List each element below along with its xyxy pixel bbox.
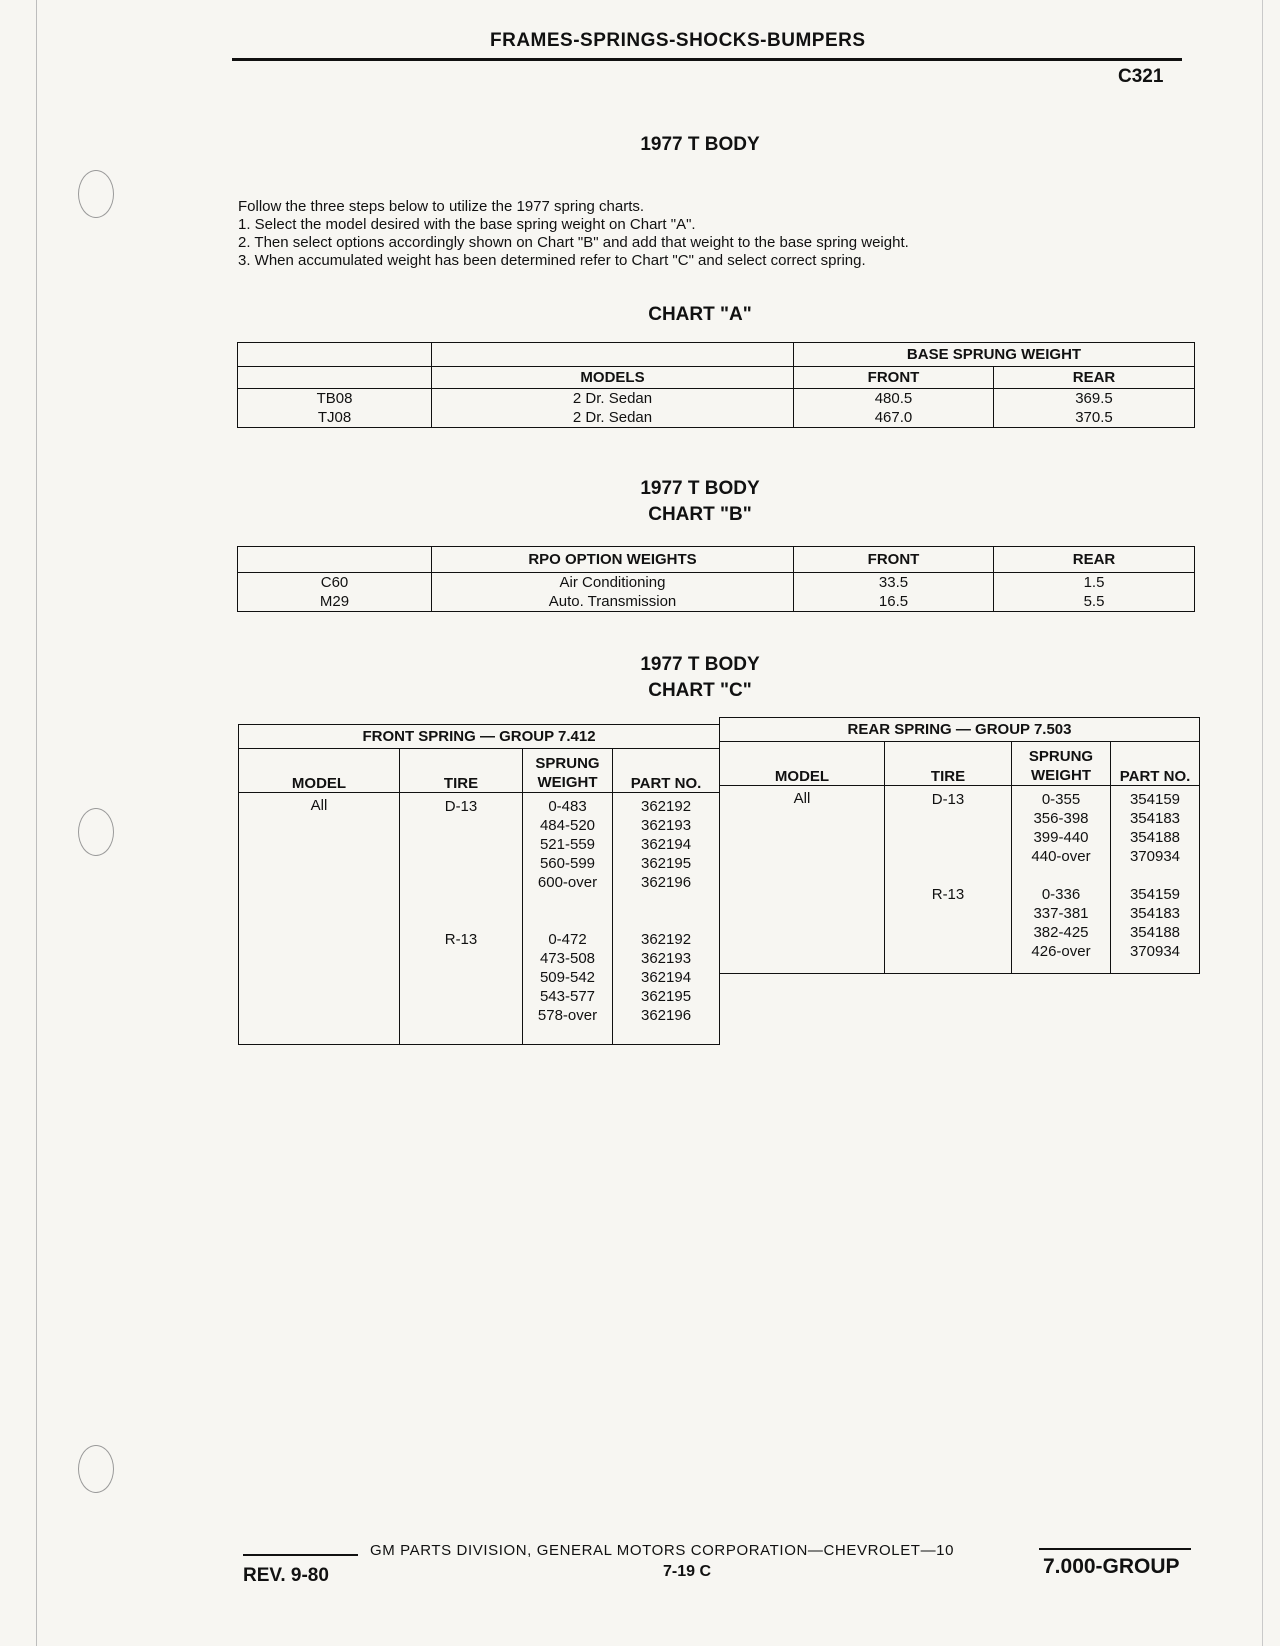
chart-b-options bbox=[432, 573, 794, 612]
table-cell: 362194 bbox=[640, 836, 692, 853]
chart-b-codes bbox=[238, 573, 432, 612]
chart-a-table bbox=[237, 342, 1195, 428]
table-cell: M29 bbox=[319, 593, 350, 610]
chart-b-col-rear: REAR bbox=[994, 547, 1195, 573]
chart-b-front bbox=[794, 573, 994, 612]
table-cell: 354183 bbox=[1129, 905, 1181, 922]
table-cell: 0-336 bbox=[1041, 886, 1081, 903]
table-cell: 362195 bbox=[640, 855, 692, 872]
chart-c-front-table bbox=[238, 724, 720, 1045]
front-col-model: MODEL bbox=[239, 749, 400, 793]
chart-b-col-front: FRONT bbox=[794, 547, 994, 573]
front-col-weight bbox=[523, 749, 613, 793]
chart-a-title: CHART "A" bbox=[648, 304, 752, 325]
page-code: C321 bbox=[1118, 66, 1164, 87]
front-col-tire: TIRE bbox=[400, 749, 523, 793]
table-cell: Air Conditioning bbox=[559, 574, 666, 591]
table-cell: R-13 bbox=[444, 931, 478, 948]
table-cell: 0-355 bbox=[1041, 791, 1081, 808]
table-cell: 16.5 bbox=[878, 593, 909, 610]
chart-a-col-front: FRONT bbox=[794, 367, 994, 389]
table-cell: 362192 bbox=[640, 931, 692, 948]
table-cell: All bbox=[310, 797, 328, 814]
chart-b-blank-cell bbox=[238, 547, 432, 573]
page-edge-left bbox=[36, 0, 37, 1646]
table-cell: 484-520 bbox=[539, 817, 596, 834]
footer-revision: REV. 9-80 bbox=[243, 1565, 329, 1586]
rear-col-weight-line2: WEIGHT bbox=[1031, 767, 1091, 784]
chart-b-col-options: RPO OPTION WEIGHTS bbox=[432, 547, 794, 573]
table-cell: 362196 bbox=[640, 1007, 692, 1024]
table-cell: 440-over bbox=[1031, 848, 1091, 865]
rear-model-cell bbox=[720, 786, 885, 974]
table-cell: 509-542 bbox=[539, 969, 596, 986]
table-cell: 0-483 bbox=[548, 798, 587, 815]
page-title: 1977 T BODY bbox=[640, 134, 760, 155]
binder-hole-bottom bbox=[78, 1445, 114, 1493]
front-part-cell bbox=[613, 793, 720, 1045]
rear-part-cell bbox=[1111, 786, 1200, 974]
table-cell: 5.5 bbox=[1083, 593, 1105, 610]
table-cell: 480.5 bbox=[874, 390, 913, 407]
front-col-weight-line1: SPRUNG bbox=[535, 755, 600, 772]
table-cell: 362193 bbox=[640, 950, 692, 967]
chart-b-title-2: CHART "B" bbox=[648, 504, 752, 525]
binder-hole-top bbox=[78, 170, 114, 218]
chart-a-col-models: MODELS bbox=[432, 367, 794, 389]
table-cell: 362192 bbox=[640, 798, 692, 815]
chart-c-title-2: CHART "C" bbox=[648, 680, 752, 701]
footer-rule-left bbox=[243, 1554, 358, 1556]
chart-a-front bbox=[794, 389, 994, 428]
instruction-line: 2. Then select options accordingly shown on Chart "B" and add that weight to the base spring weight. bbox=[238, 234, 909, 251]
table-cell: 543-577 bbox=[539, 988, 596, 1005]
front-weight-cell bbox=[523, 793, 613, 1045]
table-cell: 354188 bbox=[1129, 924, 1181, 941]
chart-a-blank-cell bbox=[238, 367, 432, 389]
table-cell: 362196 bbox=[640, 874, 692, 891]
table-cell: 354159 bbox=[1129, 886, 1181, 903]
table-cell: 0-472 bbox=[548, 931, 587, 948]
front-model-cell bbox=[239, 793, 400, 1045]
table-cell: 370.5 bbox=[1075, 409, 1113, 426]
rear-col-weight-line1: SPRUNG bbox=[1028, 748, 1094, 765]
table-cell: 1.5 bbox=[1083, 574, 1105, 591]
table-cell: 354159 bbox=[1129, 791, 1181, 808]
rear-col-model: MODEL bbox=[720, 742, 885, 786]
table-cell: 354183 bbox=[1129, 810, 1181, 827]
table-cell: 370934 bbox=[1129, 848, 1181, 865]
chart-a-models bbox=[432, 389, 794, 428]
footer-rule-right bbox=[1039, 1548, 1191, 1550]
table-cell: 362194 bbox=[640, 969, 692, 986]
front-tire-cell bbox=[400, 793, 523, 1045]
chart-a-blank-cell bbox=[238, 343, 432, 367]
table-cell: 521-559 bbox=[539, 836, 596, 853]
table-cell: 473-508 bbox=[539, 950, 596, 967]
chart-a-codes bbox=[238, 389, 432, 428]
table-cell: TB08 bbox=[316, 390, 353, 407]
rear-weight-cell bbox=[1012, 786, 1111, 974]
table-cell: 426-over bbox=[1031, 943, 1091, 960]
front-spring-group: FRONT SPRING — GROUP 7.412 bbox=[239, 725, 720, 749]
table-cell: D-13 bbox=[444, 798, 478, 815]
table-cell: D-13 bbox=[931, 791, 965, 808]
chart-a-col-rear: REAR bbox=[994, 367, 1195, 389]
footer-page-number: 7-19 C bbox=[663, 1563, 712, 1580]
table-cell: 467.0 bbox=[874, 409, 913, 426]
table-cell: 382-425 bbox=[1033, 924, 1089, 941]
rear-col-weight bbox=[1012, 742, 1111, 786]
binder-hole-middle bbox=[78, 808, 114, 856]
table-cell: All bbox=[793, 790, 811, 807]
table-cell: 399-440 bbox=[1033, 829, 1089, 846]
chart-c-rear-table bbox=[719, 717, 1200, 974]
rear-col-tire: TIRE bbox=[885, 742, 1012, 786]
instructions bbox=[238, 198, 909, 270]
instruction-line: 3. When accumulated weight has been determined refer to Chart "C" and select correct spring. bbox=[238, 252, 866, 269]
section-title: FRAMES-SPRINGS-SHOCKS-BUMPERS bbox=[490, 30, 866, 51]
table-cell: TJ08 bbox=[317, 409, 352, 426]
footer-publisher: GM PARTS DIVISION, GENERAL MOTORS CORPORATION—CHEVROLET—10 bbox=[370, 1542, 955, 1559]
rear-tire-cell bbox=[885, 786, 1012, 974]
rear-col-part: PART NO. bbox=[1111, 742, 1200, 786]
table-cell: 356-398 bbox=[1033, 810, 1089, 827]
chart-b-table bbox=[237, 546, 1195, 612]
chart-b-title-1: 1977 T BODY bbox=[640, 478, 760, 499]
table-cell: 337-381 bbox=[1033, 905, 1089, 922]
table-cell: 370934 bbox=[1129, 943, 1181, 960]
footer-group: 7.000-GROUP bbox=[1043, 1555, 1180, 1578]
chart-a-rear bbox=[994, 389, 1195, 428]
chart-b-rear bbox=[994, 573, 1195, 612]
table-cell: 369.5 bbox=[1075, 390, 1113, 407]
chart-c-title-1: 1977 T BODY bbox=[640, 654, 760, 675]
table-cell: 2 Dr. Sedan bbox=[572, 390, 653, 407]
header-rule bbox=[232, 58, 1182, 61]
table-cell: 354188 bbox=[1129, 829, 1181, 846]
table-cell: Auto. Transmission bbox=[548, 593, 677, 610]
table-cell: 362193 bbox=[640, 817, 692, 834]
rear-spring-group: REAR SPRING — GROUP 7.503 bbox=[720, 718, 1200, 742]
page-edge-right bbox=[1262, 0, 1263, 1646]
table-cell: 578-over bbox=[537, 1007, 598, 1024]
table-cell: R-13 bbox=[931, 886, 965, 903]
table-cell: 362195 bbox=[640, 988, 692, 1005]
instruction-line: Follow the three steps below to utilize the 1977 spring charts. bbox=[238, 198, 645, 215]
table-cell: 560-599 bbox=[539, 855, 596, 872]
front-col-weight-line2: WEIGHT bbox=[537, 774, 598, 791]
table-cell: 600-over bbox=[537, 874, 598, 891]
table-cell: 33.5 bbox=[878, 574, 909, 591]
chart-a-blank-cell bbox=[432, 343, 794, 367]
table-cell: C60 bbox=[320, 574, 349, 591]
table-cell: 2 Dr. Sedan bbox=[572, 409, 653, 426]
front-col-part: PART NO. bbox=[613, 749, 720, 793]
instruction-line: 1. Select the model desired with the base spring weight on Chart "A". bbox=[238, 216, 696, 233]
chart-a-group-header: BASE SPRUNG WEIGHT bbox=[794, 343, 1195, 367]
